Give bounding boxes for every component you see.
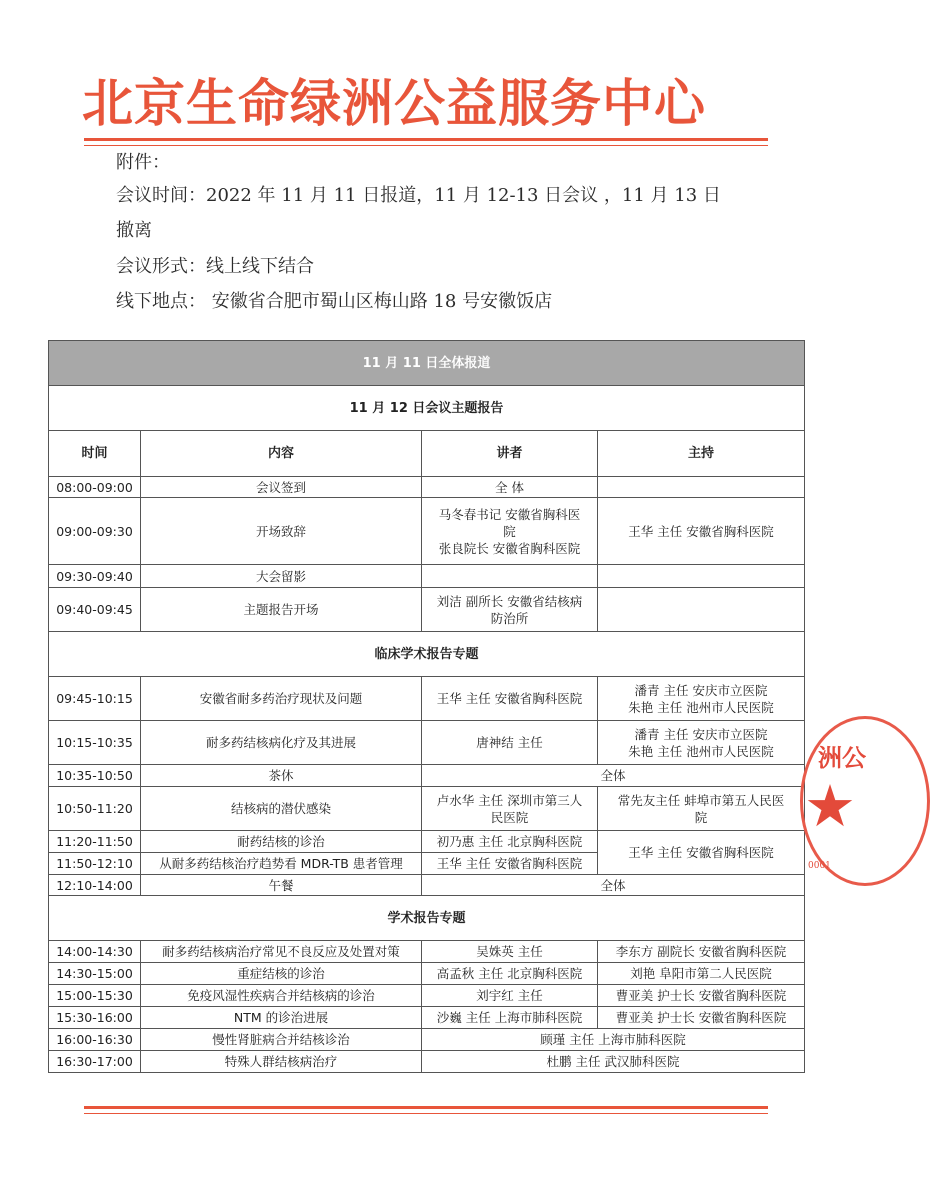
time-cell: 08:00-09:00 xyxy=(49,477,141,498)
host-cell: 李东方 副院长 安徽省胸科医院 xyxy=(598,941,805,963)
day1-banner: 11 月 11 日全体报道 xyxy=(49,341,805,386)
speaker-line: 张良院长 安徽省胸科医院 xyxy=(438,540,581,556)
time-cell: 10:50-11:20 xyxy=(49,787,141,831)
speaker-cell xyxy=(422,787,598,831)
speaker-cell: 吴姝英 主任 xyxy=(422,941,598,963)
host-cell: 曹亚美 护士长 安徽省胸科医院 xyxy=(598,1007,805,1029)
table-row xyxy=(49,963,805,985)
host-line: 潘青 主任 安庆市立医院 xyxy=(634,726,768,742)
speaker-cell: 初乃惠 主任 北京胸科医院 xyxy=(422,831,598,853)
speaker-line: 院 xyxy=(503,523,516,539)
meeting-time-cont: 撤离 xyxy=(116,220,152,241)
table-row xyxy=(49,721,805,765)
table-row xyxy=(49,477,805,498)
content-cell: 安徽省耐多药治疗现状及问题 xyxy=(141,677,422,721)
table-row xyxy=(49,588,805,632)
speaker-cell xyxy=(422,498,598,565)
speaker-line: 民医院 xyxy=(490,809,529,825)
host-line: 朱艳 主任 池州市人民医院 xyxy=(628,743,774,759)
content-cell: 从耐多药结核治疗趋势看 MDR-TB 患者管理 xyxy=(141,853,422,875)
content-cell: NTM 的诊治进展 xyxy=(141,1007,422,1029)
content-cell: 开场致辞 xyxy=(141,498,422,565)
section-academic-banner: 学术报告专题 xyxy=(49,896,805,941)
speaker-cell: 刘宇红 主任 xyxy=(422,985,598,1007)
col-header-time: 时间 xyxy=(49,431,141,477)
speaker-line: 卢水华 主任 深圳市第三人 xyxy=(436,792,583,808)
seal-text: 洲公 xyxy=(818,743,866,772)
header-rule-thin xyxy=(84,145,768,146)
footer-rule xyxy=(84,1106,768,1109)
host-line: 潘青 主任 安庆市立医院 xyxy=(634,682,768,698)
col-header-host: 主持 xyxy=(598,431,805,477)
time-cell: 15:00-15:30 xyxy=(49,985,141,1007)
speaker-cell: 王华 主任 安徽省胸科医院 xyxy=(422,677,598,721)
header-rule xyxy=(84,138,768,141)
time-cell: 14:00-14:30 xyxy=(49,941,141,963)
table-row xyxy=(49,875,805,896)
speaker-cell: 唐神结 主任 xyxy=(422,721,598,765)
content-cell: 大会留影 xyxy=(141,565,422,588)
time-cell: 16:30-17:00 xyxy=(49,1051,141,1073)
time-cell: 09:30-09:40 xyxy=(49,565,141,588)
content-cell: 茶休 xyxy=(141,765,422,787)
day2-banner: 11 月 12 日会议主题报告 xyxy=(49,386,805,431)
table-row xyxy=(49,1007,805,1029)
attachment-label: 附件： xyxy=(116,152,170,173)
content-cell: 结核病的潜伏感染 xyxy=(141,787,422,831)
merged-cell: 全体 xyxy=(422,765,805,787)
table-row xyxy=(49,941,805,963)
host-cell xyxy=(598,588,805,632)
table-row xyxy=(49,498,805,565)
table-row xyxy=(49,765,805,787)
seal-star-icon: ★ xyxy=(804,772,856,840)
official-seal xyxy=(800,716,890,886)
table-row xyxy=(49,1051,805,1073)
time-cell: 10:35-10:50 xyxy=(49,765,141,787)
time-cell: 10:15-10:35 xyxy=(49,721,141,765)
letterhead-title: 北京生命绿洲公益服务中心 xyxy=(82,74,707,134)
time-cell: 09:40-09:45 xyxy=(49,588,141,632)
host-line: 院 xyxy=(694,809,708,825)
table-row xyxy=(49,565,805,588)
col-header-content: 内容 xyxy=(141,431,422,477)
table-row xyxy=(49,1029,805,1051)
table-row xyxy=(49,787,805,831)
speaker-cell: 沙巍 主任 上海市肺科医院 xyxy=(422,1007,598,1029)
speaker-cell: 王华 主任 安徽省胸科医院 xyxy=(422,853,598,875)
host-cell: 刘艳 阜阳市第二人民医院 xyxy=(598,963,805,985)
host-cell xyxy=(598,787,805,831)
host-cell: 王华 主任 安徽省胸科医院 xyxy=(598,831,805,875)
time-cell: 16:00-16:30 xyxy=(49,1029,141,1051)
host-line: 常先友主任 蚌埠市第五人民医 xyxy=(617,792,785,808)
merged-cell: 杜鹏 主任 武汉肺科医院 xyxy=(422,1051,805,1073)
table-row xyxy=(49,985,805,1007)
section-clinical-banner: 临床学术报告专题 xyxy=(49,632,805,677)
header-row xyxy=(49,431,805,477)
content-cell: 免疫风湿性疾病合并结核病的诊治 xyxy=(141,985,422,1007)
schedule-table xyxy=(48,340,805,1073)
footer-rule-thin xyxy=(84,1113,768,1114)
meeting-format: 会议形式：线上线下结合 xyxy=(116,256,314,277)
merged-cell: 全体 xyxy=(422,875,805,896)
host-cell xyxy=(598,565,805,588)
speaker-cell xyxy=(422,565,598,588)
content-cell: 耐多药结核病化疗及其进展 xyxy=(141,721,422,765)
host-cell xyxy=(598,677,805,721)
time-cell: 11:20-11:50 xyxy=(49,831,141,853)
time-cell: 09:45-10:15 xyxy=(49,677,141,721)
speaker-cell: 高孟秋 主任 北京胸科医院 xyxy=(422,963,598,985)
host-cell: 王华 主任 安徽省胸科医院 xyxy=(598,498,805,565)
content-cell: 午餐 xyxy=(141,875,422,896)
meeting-location: 线下地点： 安徽省合肥市蜀山区梅山路 18 号安徽饭店 xyxy=(116,291,553,312)
time-cell: 12:10-14:00 xyxy=(49,875,141,896)
table-row xyxy=(49,677,805,721)
host-cell: 曹亚美 护士长 安徽省胸科医院 xyxy=(598,985,805,1007)
content-cell: 特殊人群结核病治疗 xyxy=(141,1051,422,1073)
time-cell: 14:30-15:00 xyxy=(49,963,141,985)
host-cell xyxy=(598,721,805,765)
speaker-line: 马冬春书记 安徽省胸科医 xyxy=(438,506,581,522)
content-cell: 会议签到 xyxy=(141,477,422,498)
time-cell: 11:50-12:10 xyxy=(49,853,141,875)
meeting-time: 会议时间：2022 年 11 月 11 日报道，11 月 12-13 日会议 ，11 月 13 日 xyxy=(116,185,721,206)
host-cell xyxy=(598,477,805,498)
speaker-line: 刘洁 副所长 安徽省结核病 xyxy=(436,593,583,609)
seal-number: 0001 xyxy=(808,861,831,871)
content-cell: 耐多药结核病治疗常见不良反应及处置对策 xyxy=(141,941,422,963)
merged-cell: 顾瑾 主任 上海市肺科医院 xyxy=(422,1029,805,1051)
content-cell: 耐药结核的诊治 xyxy=(141,831,422,853)
content-cell: 重症结核的诊治 xyxy=(141,963,422,985)
table-row xyxy=(49,831,805,853)
speaker-line: 防治所 xyxy=(490,610,529,626)
col-header-speaker: 讲者 xyxy=(422,431,598,477)
content-cell: 主题报告开场 xyxy=(141,588,422,632)
time-cell: 09:00-09:30 xyxy=(49,498,141,565)
time-cell: 15:30-16:00 xyxy=(49,1007,141,1029)
speaker-cell xyxy=(422,588,598,632)
speaker-cell: 全 体 xyxy=(422,477,598,498)
content-cell: 慢性肾脏病合并结核诊治 xyxy=(141,1029,422,1051)
host-line: 朱艳 主任 池州市人民医院 xyxy=(628,699,774,715)
